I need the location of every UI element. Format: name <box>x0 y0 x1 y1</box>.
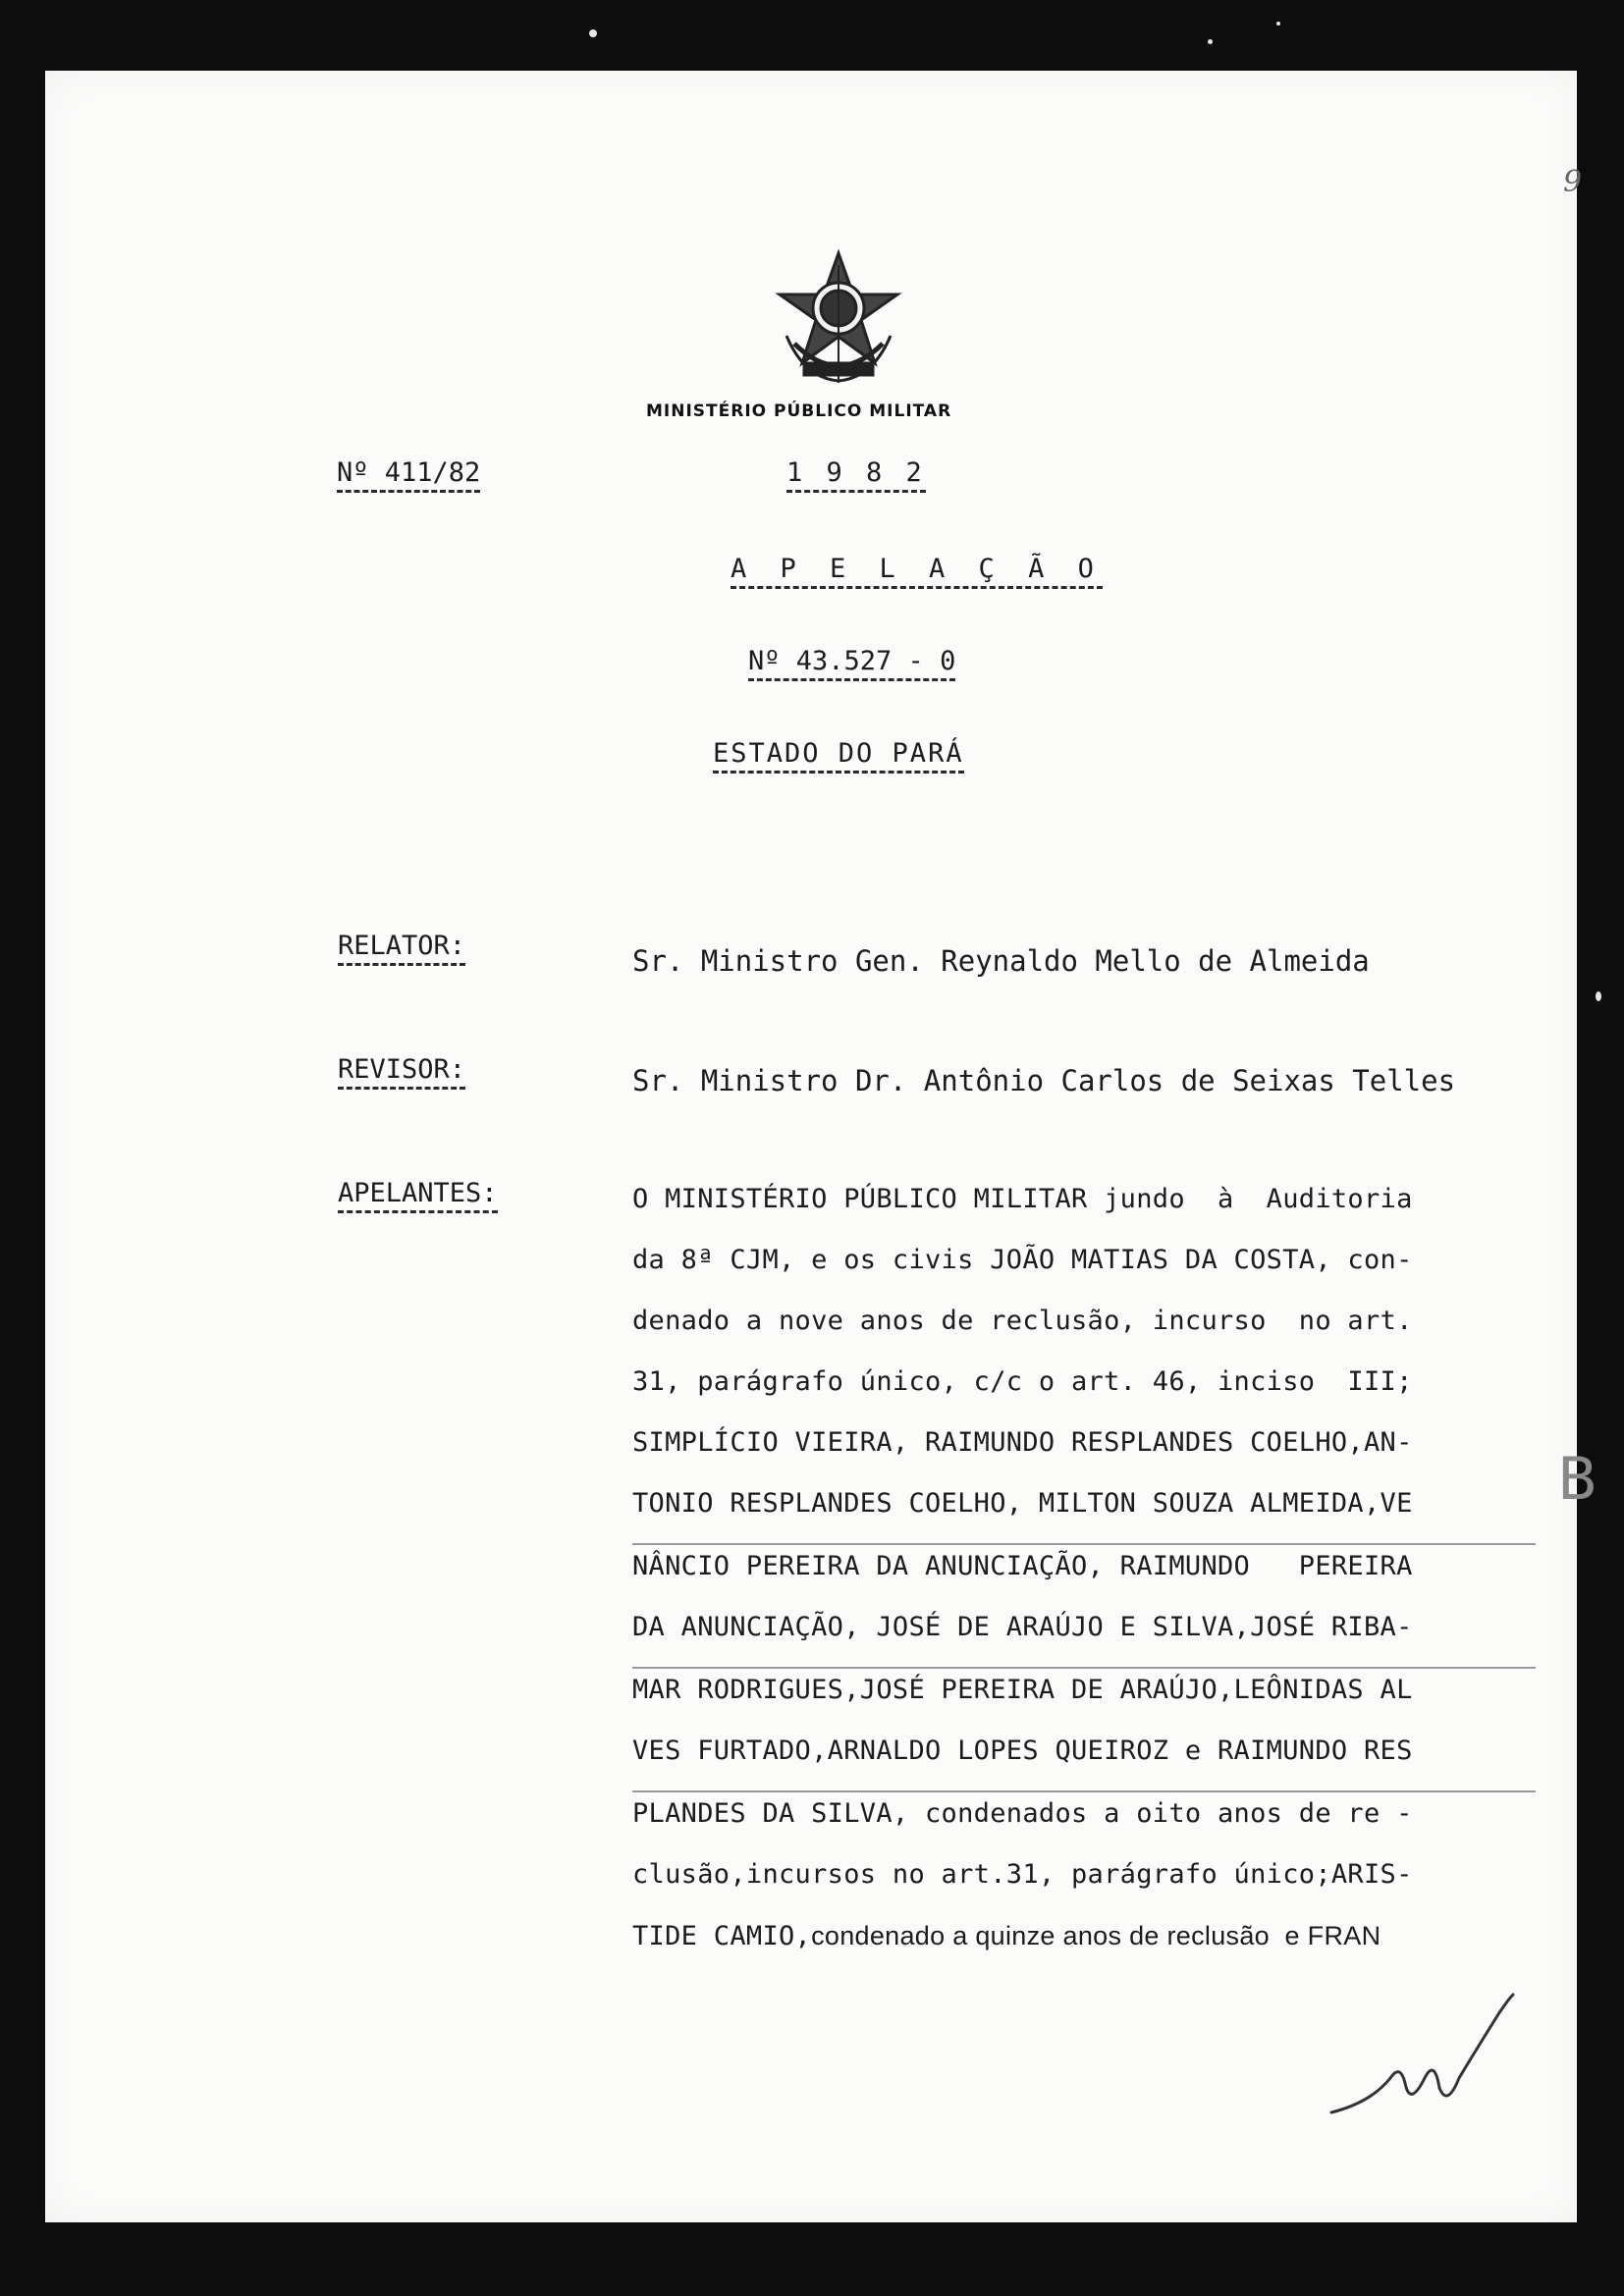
text-line: TONIO RESPLANDES COELHO, MILTON SOUZA ALMEIDA,VE <box>632 1482 1536 1545</box>
document-type: A P E L A Ç Ã O <box>731 554 1103 589</box>
relator-label: RELATOR: <box>338 931 465 966</box>
margin-annotation: B <box>1557 1445 1598 1514</box>
text-fragment: condenado a quinze anos de reclusão e FRAN <box>811 1921 1381 1950</box>
apelantes-text <box>632 1178 1536 1975</box>
scan-speck <box>589 29 597 37</box>
text-line: DA ANUNCIAÇÃO, JOSÉ DE ARAÚJO E SILVA,JOSÉ RIBA- <box>632 1606 1536 1669</box>
document-state: ESTADO DO PARÁ <box>713 738 964 774</box>
text-line: SIMPLÍCIO VIEIRA, RAIMUNDO RESPLANDES COELHO,AN- <box>632 1427 1413 1458</box>
text-line: denado a nove anos de reclusão, incurso no art. <box>632 1306 1413 1336</box>
text-line: clusão,incursos no art.31, parágrafo único;ARIS- <box>632 1859 1413 1890</box>
apelantes-label: APELANTES: <box>338 1178 498 1213</box>
page-number-mark: 9 <box>1563 165 1583 199</box>
scan-speck <box>1276 22 1280 26</box>
scan-speck <box>1596 991 1601 1001</box>
text-line: 31, parágrafo único, c/c o art. 46, inciso III; <box>632 1366 1413 1397</box>
text-line: O MINISTÉRIO PÚBLICO MILITAR jundo à Auditoria <box>632 1184 1413 1214</box>
scan-speck <box>1208 39 1213 44</box>
revisor-label: REVISOR: <box>338 1054 465 1090</box>
handwritten-signature <box>1312 1985 1547 2132</box>
text-line: VES FURTADO,ARNALDO LOPES QUEIROZ e RAIMUNDO RES <box>632 1730 1536 1792</box>
text-line: PLANDES DA SILVA, condenados a oito anos de re - <box>632 1798 1413 1829</box>
text-fragment: TIDE CAMIO, <box>632 1921 812 1951</box>
text-line: NÂNCIO PEREIRA DA ANUNCIAÇÃO, RAIMUNDO PEREIRA <box>632 1551 1413 1581</box>
document-year: 1 9 8 2 <box>786 457 926 493</box>
text-line: da 8ª CJM, e os civis JOÃO MATIAS DA COSTA, con- <box>632 1245 1413 1275</box>
coat-of-arms-emblem <box>765 245 912 393</box>
text-line: MAR RODRIGUES,JOSÉ PEREIRA DE ARAÚJO,LEÔNIDAS AL <box>632 1675 1413 1705</box>
ministry-caption: MINISTÉRIO PÚBLICO MILITAR <box>646 401 952 421</box>
document-page <box>45 71 1598 2222</box>
revisor-value: Sr. Ministro Dr. Antônio Carlos de Seixas Telles <box>632 1064 1456 1097</box>
relator-value: Sr. Ministro Gen. Reynaldo Mello de Almeida <box>632 944 1370 978</box>
appeal-number: Nº 43.527 - 0 <box>748 646 955 681</box>
document-number: Nº 411/82 <box>337 457 480 493</box>
text-line <box>632 1914 1536 1975</box>
